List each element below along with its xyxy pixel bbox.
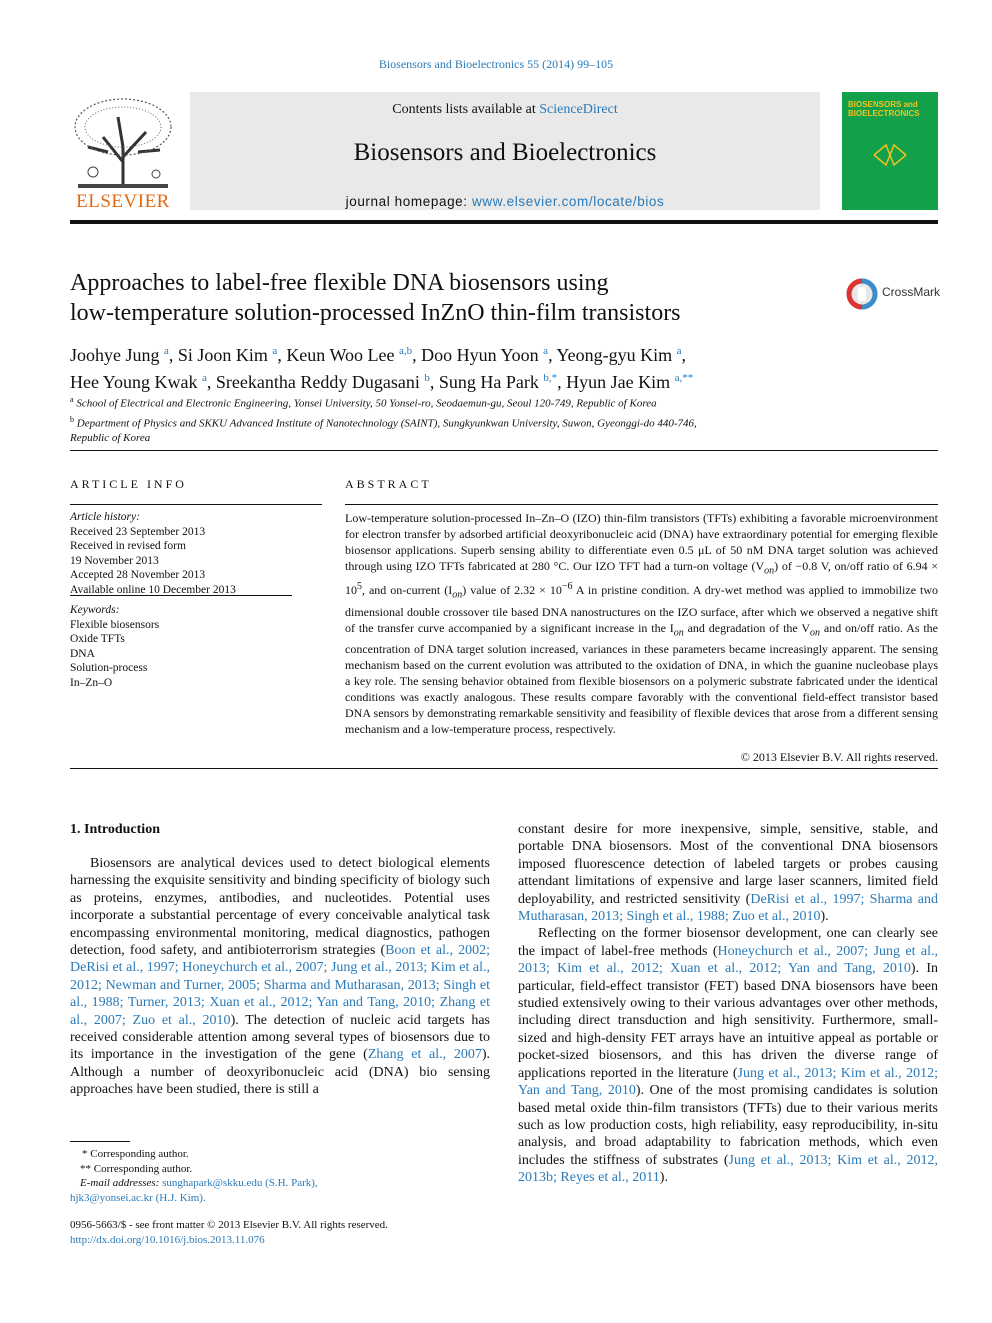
citation-links[interactable]: Jung et al., 2013; Kim et al., 2012, 2013b; Reyes et al., 2011 <box>518 1152 938 1186</box>
history-item: Received 23 September 2013 <box>70 525 206 538</box>
footnote-rule <box>70 1141 130 1142</box>
divider <box>70 450 938 451</box>
abstract-heading: ABSTRACT <box>345 477 432 491</box>
journal-homepage <box>190 194 820 209</box>
keyword: DNA <box>70 647 95 660</box>
author-line-1: Joohye Jung $^a$, Si Joon Kim $^a$, Keun Woo Lee $^{a,b}$, Doo Hyun Yoon $^a$, Yeong-gyu Kim $^a$, <box>70 345 686 365</box>
publisher-wordmark: ELSEVIER <box>76 191 170 212</box>
author: Sung Ha Park <box>438 372 539 392</box>
affiliation-a <box>70 392 790 412</box>
history-item: Received in revised form <box>70 540 186 552</box>
sciencedirect-link[interactable]: ScienceDirect <box>539 102 618 117</box>
history-item: Available online 10 December 2013 <box>70 583 236 596</box>
body-text: constant desire for more inexpensive, simple, sensitive, stable, and portable DNA biosensors. Most of the conventional DNA biosensors imposed fluorescence detection of labeled targets or probes causing attendant limitations of expensive and large laser scanners, limited field deployability, and restricted sensitivity ( <box>518 822 938 907</box>
author-affil[interactable]: a <box>164 345 169 357</box>
author-list <box>70 340 930 394</box>
body-text: ). <box>659 1170 668 1186</box>
homepage-link[interactable]: www.elsevier.com/locate/bios <box>472 194 665 209</box>
doi-link[interactable]: http://dx.doi.org/10.1016/j.bios.2013.11.076 <box>70 1233 265 1246</box>
citation-links[interactable]: Jung et al., 2013; Kim et al., 2012; Yan and Tang, 2010 <box>518 1065 938 1099</box>
body-text: Reflecting on the former biosensor development, one can clearly see the impact of label-free methods ( <box>518 926 938 959</box>
subscript: on <box>810 627 821 639</box>
email-link[interactable]: sunghapark@skku.edu (S.H. Park), <box>162 1177 318 1189</box>
email-link[interactable]: hjk3@yonsei.ac.kr (H.J. Kim). <box>70 1191 206 1204</box>
author-affil[interactable]: a <box>676 345 682 357</box>
author-affil[interactable]: a <box>543 345 549 357</box>
cover-title: BIOSENSORS and BIOELECTRONICS <box>848 100 920 118</box>
author: Si Joon Kim <box>177 345 268 365</box>
history-item: Accepted 28 November 2013 <box>70 569 206 581</box>
footnote-emails <box>70 1176 490 1191</box>
author-affil[interactable]: b,* <box>543 372 558 384</box>
keyword: Oxide TFTs <box>70 633 125 645</box>
history-item: 19 November 2013 <box>70 554 159 567</box>
divider <box>70 595 292 596</box>
subscript: on <box>764 565 775 577</box>
author-affil[interactable]: a <box>272 345 278 357</box>
citation-links[interactable]: Boon et al., 2002; DeRisi et al., 1997; Honeychurch et al., 2007; Jung et al., 2013; Kim et al., 2012; Newman and Turner, 2005; Sharma and Mutharasan, 2013; Singh et al., 1988; Turner, 2013; Xuan et al., 2012; Yan and Tang, 2010; Zhang et al., 2007; Zuo et al., 2010 <box>70 943 490 1028</box>
body-column-right <box>518 821 938 1187</box>
body-text: ). Although a number of deoxyribonucleic acid (DNA) bio sensing approaches have been studied, there is still a <box>70 1047 490 1098</box>
abstract-text: and on/off ratio. As the concentration of DNA target solution increased, variances in these parameters became increasingly apparent. The sensing mechanism based on the current evolution was attributed to the oxidation of DNA, in which the guanine nucleobase plays a key role. The sensing behavior obtained from flexible biosensors on a polymeric substrate fabricated under the identical conditions was exactly analogous. These results compare favorably with the conventional field-effect transistor based DNA sensors by demonstrating remarkable sensitivity and feasibility of flexible devices that arose from a different sensing mechanism and a low-temperature process, respectively. <box>345 620 939 737</box>
body-column-left <box>70 855 490 1099</box>
body-text: ). In particular, field-effect transistor (FET) based DNA biosensors have been studied extensively owing to their various advantages over other methods, including direct transduction and high sensitivity. Furthermore, small-sized and high-density FET arrays have an intuitive appeal as portable or pocket-sized biosensors, and this has driven the diverse range of applications reported in the literature ( <box>518 961 938 1081</box>
affiliations <box>70 392 790 446</box>
author-line-2: Hee Young Kwak $^a$, Sreekantha Reddy Dugasani $^b$, Sung Ha Park $^{b,*}$, Hyun Jae Kim $^{a,**}$ <box>70 372 694 392</box>
abstract-text: ) value of 2.32 × 10 <box>462 583 562 598</box>
header-rule <box>70 220 938 224</box>
footnote-emails <box>70 1191 490 1206</box>
divider <box>70 504 322 505</box>
body-text: ). <box>820 909 829 925</box>
article-history <box>70 510 322 597</box>
cover-graphic-icon <box>872 140 908 170</box>
page-footer <box>70 1218 530 1247</box>
journal-title: Biosensors and Bioelectronics <box>353 139 657 166</box>
paragraph <box>70 855 490 1099</box>
author-affil[interactable]: a <box>202 372 207 384</box>
issn-line: 0956-5663/$ - see front matter © 2013 Elsevier B.V. All rights reserved. <box>70 1219 388 1231</box>
abstract-body <box>345 510 938 737</box>
body-text: ). The detection of nucleic acid targets has received considerable attention among several types of biosensors due to its importance in the investigation of the gene ( <box>70 1012 490 1063</box>
divider <box>70 768 938 769</box>
citation-link[interactable]: Zhang et al., 2007 <box>367 1047 482 1063</box>
email-label: E-mail addresses: <box>80 1177 163 1189</box>
keyword: Solution-process <box>70 662 148 674</box>
crossmark-icon[interactable] <box>846 278 878 310</box>
author-affil[interactable]: a,** <box>674 372 694 384</box>
author-affil[interactable]: a,b <box>399 345 413 357</box>
body-text: Biosensors are analytical devices used to detect biological elements harnessing the exquisite sensitivity and binding specificity of biology such as proteins, enzymes, antibodies, and nucleotides. Potential uses incorporate a substantial percentage of every conceivable analytical task encompassing environmental monitoring, medical diagnostics, pathogen detection, food safety, and antibioterrorism strategies ( <box>70 856 490 959</box>
author: Doo Hyun Yoon <box>421 345 539 365</box>
author: Hee Young Kwak <box>70 372 198 392</box>
author: Keun Woo Lee <box>286 345 395 365</box>
abstract-copyright: © 2013 Elsevier B.V. All rights reserved. <box>740 750 938 764</box>
abstract-text: A in pristine condition. A dry-wet method was applied to immobilize two dimensional double crossover tile based DNA nanostructures on the IZO surface, after which we observed a negative shift of the transfer curve accompanied by a significant increase in the I <box>345 583 938 635</box>
paragraph <box>518 925 938 1186</box>
keywords <box>70 603 322 690</box>
abstract-text: ) of −0.8 V, on/off ratio of 6.94 × 10 <box>345 559 939 598</box>
homepage-prefix: journal homepage: <box>345 194 472 209</box>
body-text: ). One of the most promising candidates is solution based metal oxide thin-film transistors (TFTs) due to their various merits such as low production costs, high reliability, easy reproducibility, in-situ analysis, and broad adaptability to fabrication methods, which even includes the stiffness of substrates ( <box>518 1083 939 1168</box>
affil-text: Department of Physics and SKKU Advanced Institute of Nanotechnology (SAINT), Sungkyunkwan University, Suwon, Gyeonggi-do 440-746, <box>76 417 697 430</box>
subscript: on <box>673 627 684 639</box>
keyword: Flexible biosensors <box>70 618 160 631</box>
journal-reference[interactable]: Biosensors and Bioelectronics 55 (2014) 99–105 <box>378 57 614 71</box>
divider <box>345 504 938 505</box>
abstract-text: and degradation of the V <box>683 620 811 635</box>
contents-line <box>190 102 820 118</box>
citation-links[interactable]: Honeychurch et al., 2007; Jung et al., 2013; Kim et al., 2012; Xuan et al., 2012; Yan and Tang, 2010 <box>518 943 938 977</box>
title-line-1: Approaches to label-free flexible DNA biosensors using <box>70 270 609 296</box>
section-heading-introduction: 1. Introduction <box>70 822 160 837</box>
affil-text: School of Electrical and Electronic Engineering, Yonsei University, 50 Yonsei-ro, Seodaemun-gu, Seoul 120-749, Republic of Korea <box>76 397 657 410</box>
keyword: In–Zn–O <box>70 676 113 689</box>
footnote: ** Corresponding author. <box>80 1162 193 1175</box>
footnote: * Corresponding author. <box>82 1148 189 1160</box>
paragraph <box>518 821 938 925</box>
abstract-text: , and on-current (I <box>362 583 453 598</box>
affiliation-b <box>70 412 790 447</box>
abstract-text: Low-temperature solution-processed In–Zn–O (IZO) thin-film transistors (TFTs) exhibiting a favorable microenvironment for electron transfer by adsorbed artificial deoxyribonucleic acid (DNA) have extraordinary potential for emerging flexible biosensor applications. Superb sensing ability to differentiate even 0.5 μL of 50 nM DNA target solution was achieved through using IZO TFTs fabricated at 280 °C. Our IZO TFT had a turn-on voltage (V <box>345 511 938 573</box>
author: Hyun Jae Kim <box>566 372 671 392</box>
crossmark-label[interactable]: CrossMark <box>882 285 941 299</box>
keywords-label: Keywords: <box>70 604 120 616</box>
citation-links[interactable]: DeRisi et al., 1997; Sharma and Mutharasan, 2013; Singh et al., 1988; Zuo et al., 2010 <box>518 891 939 925</box>
author: Sreekantha Reddy Dugasani <box>215 372 420 392</box>
contents-prefix: Contents lists available at <box>392 102 540 117</box>
subscript: on <box>452 589 463 601</box>
affil-label: a <box>70 395 74 404</box>
author: Joohye Jung <box>70 345 160 365</box>
journal-cover-thumbnail[interactable] <box>842 92 938 210</box>
affil-text: Republic of Korea <box>70 432 151 445</box>
superscript: −6 <box>561 581 573 593</box>
title-line-2: low-temperature solution-processed InZnO thin-film transistors <box>70 300 681 326</box>
superscript: 5 <box>357 581 362 593</box>
footnotes <box>70 1147 490 1205</box>
paper-title <box>70 268 810 328</box>
article-info-heading: ARTICLE INFO <box>70 477 187 491</box>
history-label: Article history: <box>70 511 140 523</box>
author: Yeong-gyu Kim <box>556 345 673 365</box>
affil-label: b <box>70 414 74 424</box>
author-affil[interactable]: b <box>424 372 430 384</box>
